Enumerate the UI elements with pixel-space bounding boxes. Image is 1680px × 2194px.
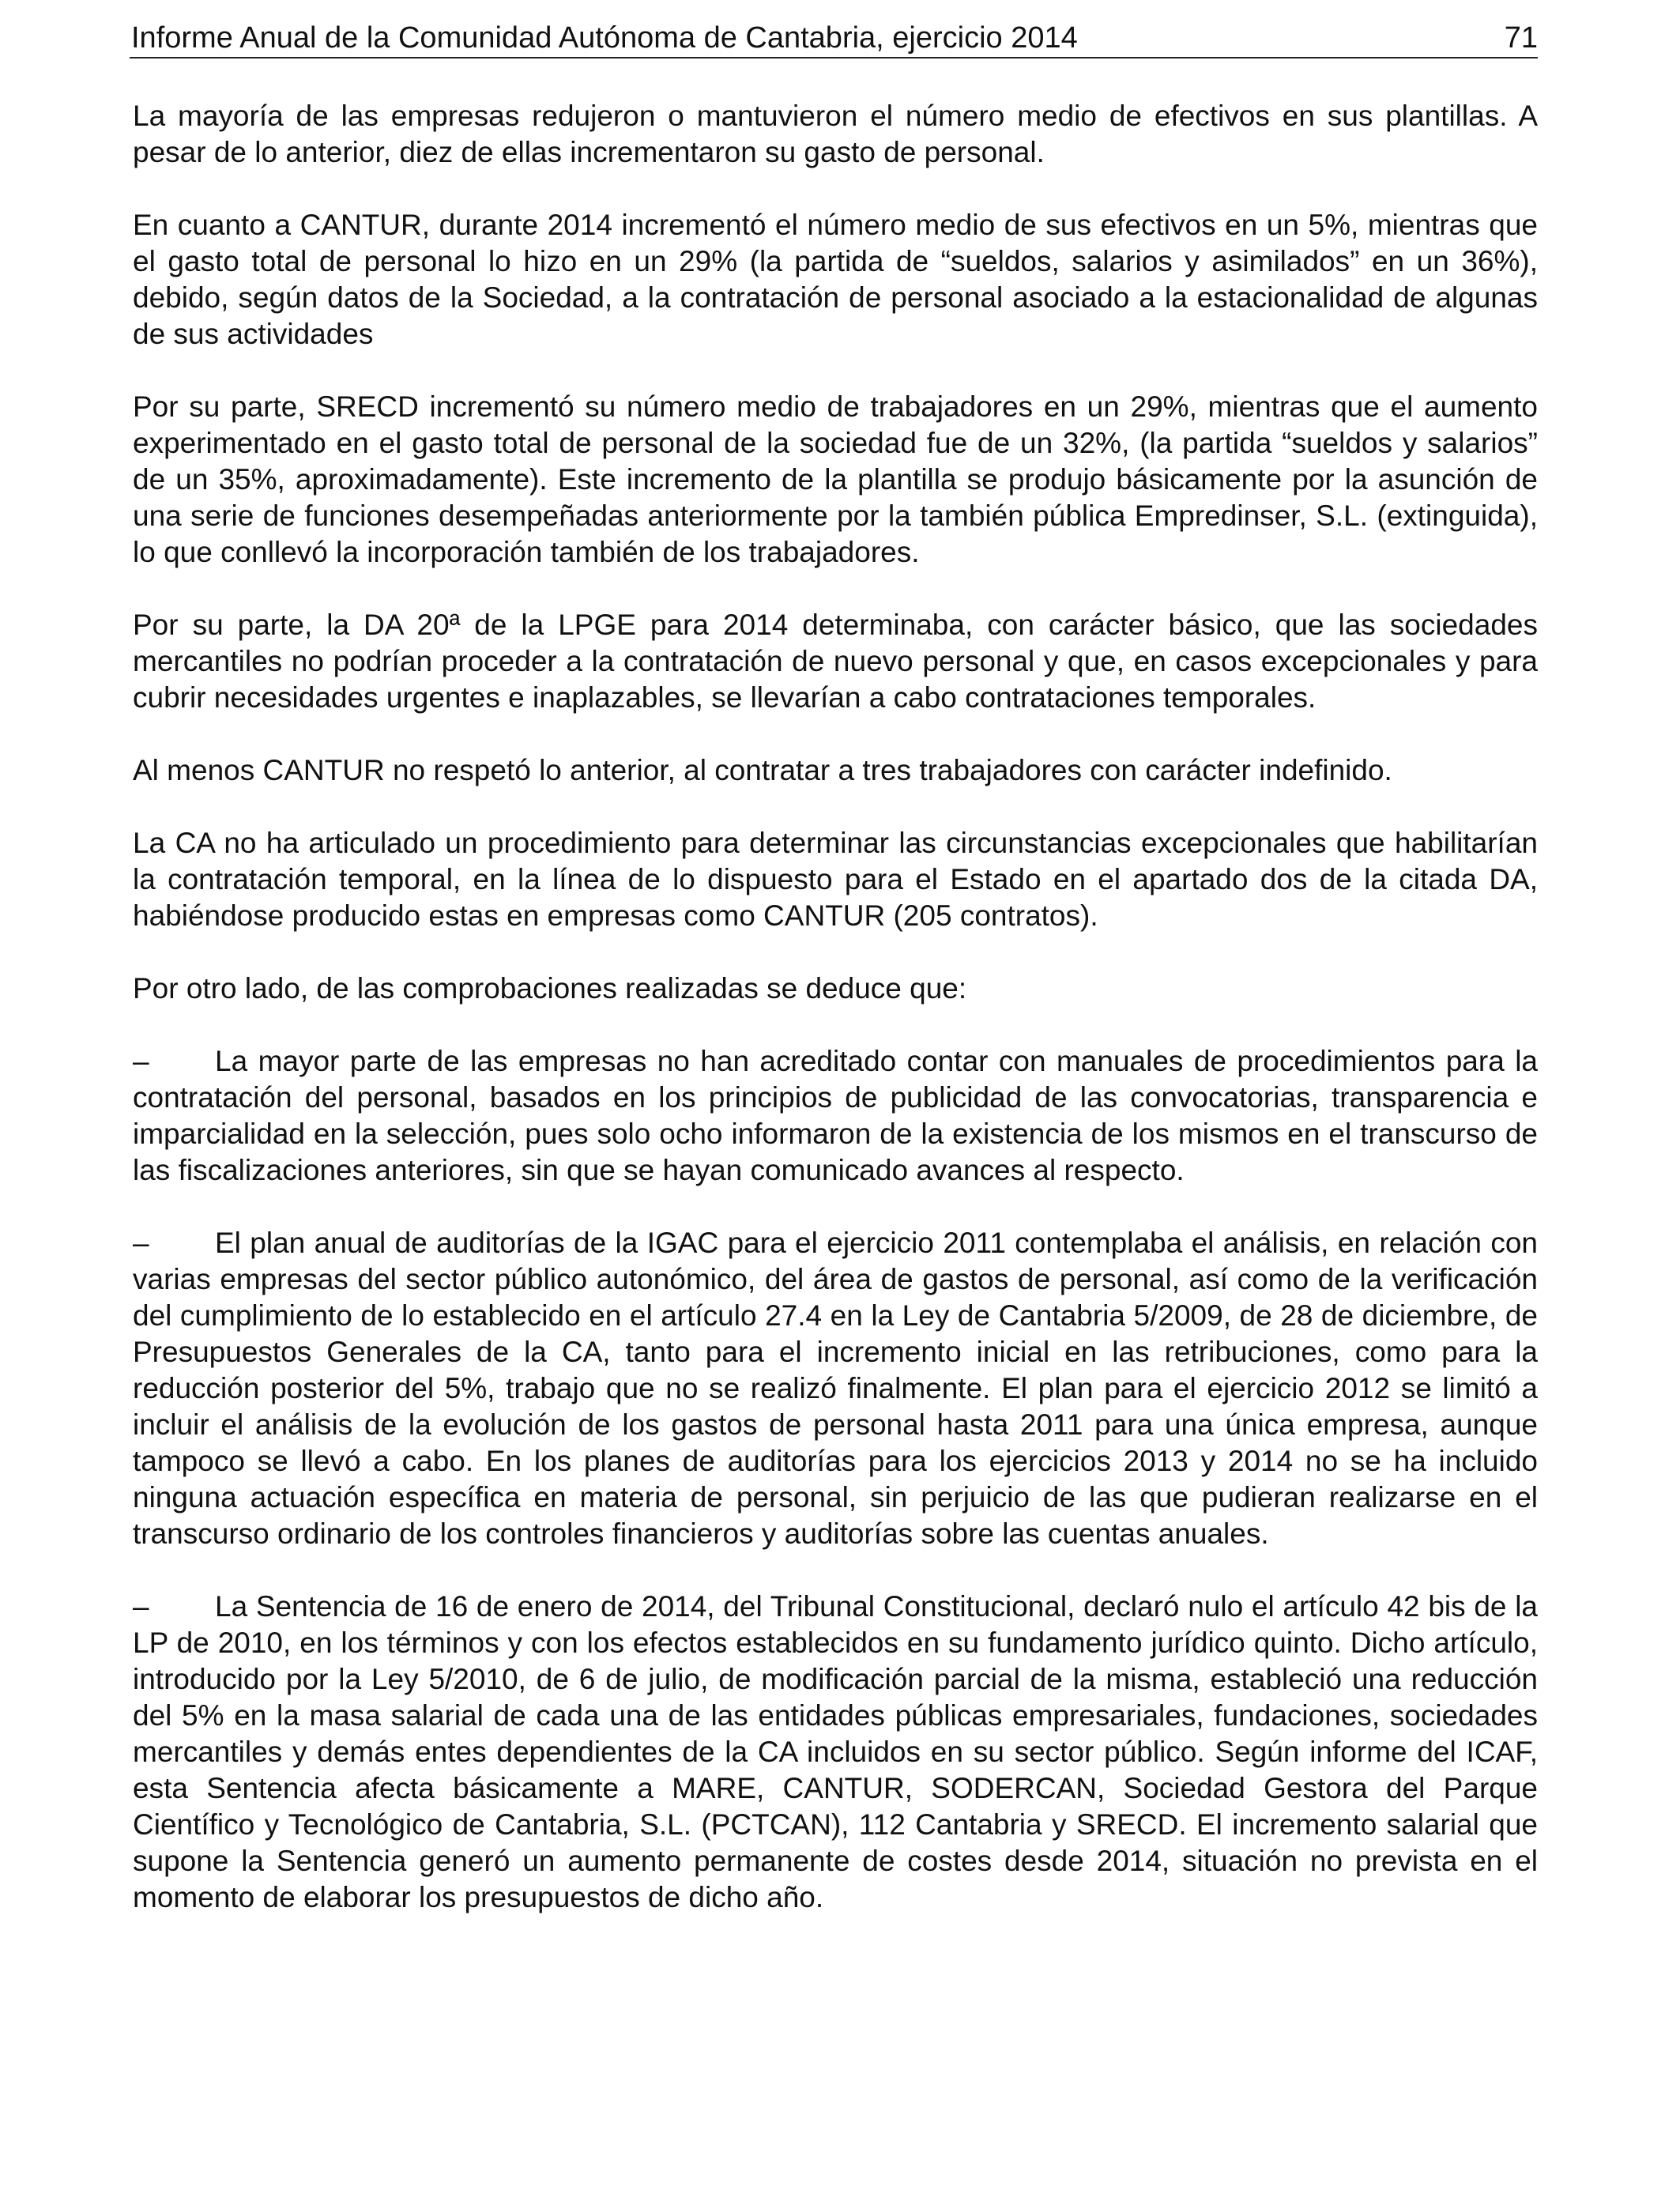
page-header <box>130 16 1538 58</box>
paragraph-srecd: Por su parte, SRECD incrementó su número medio de trabajadores en un 29%, mientras que el aumento experimentado en el gasto total de personal de la sociedad fue de un 32%, (la partida “sueldos y salarios” de un 35%, aproximadamente). Este incremento de la plantilla se produjo básicamente por la asunción de una serie de funciones desempeñadas anteriormente por la también pública Empredinser, S.L. (extinguida), lo que conllevó la incorporación también de los trabajadores. <box>133 390 1538 568</box>
bullet-item-court-ruling <box>133 1589 1538 1916</box>
report-title: Informe Anual de la Comunidad Autónoma de Cantabria, ejercicio 2014 <box>131 21 1078 55</box>
paragraph-temporary-hiring: La CA no ha articulado un procedimiento para determinar las circunstancias excepcionales que habilitarían la contratación temporal, en la línea de lo dispuesto para el Estado en el apartado dos de la citada DA, habiéndose producido estas en empresas como CANTUR (205 contratos). <box>133 827 1538 932</box>
paragraph-findings-intro: Por otro lado, de las comprobaciones realizadas se deduce que: <box>133 972 967 1005</box>
paragraph-da-20: Por su parte, la DA 20ª de la LPGE para 2014 determinaba, con carácter básico, que las sociedades mercantiles no podrían proceder a la contratación de nuevo personal y que, en casos excepcionales y para cubrir necesidades urgentes e inaplazables, se llevarían a cabo contrataciones temporales. <box>133 609 1538 714</box>
paragraph-cantur: En cuanto a CANTUR, durante 2014 incrementó el número medio de sus efectivos en un 5%, mientras que el gasto total de personal lo hizo en un 29% (la partida de “sueldos, salarios y asimilados” en un 36%), debido, según datos de la Sociedad, a la contratación de personal asociado a la estacionalidad de algunas de sus actividades <box>133 209 1538 350</box>
page-number: 71 <box>1504 21 1538 55</box>
paragraph-cantur-indefinite: Al menos CANTUR no respetó lo anterior, al contratar a tres trabajadores con carácter indefinido. <box>133 754 1392 786</box>
bullet-item-audit-plan <box>133 1225 1538 1552</box>
paragraph-workforce: La mayoría de las empresas redujeron o mantuvieron el número medio de efectivos en sus plantillas. A pesar de lo anterior, diez de ellas incrementaron su gasto de personal. <box>133 100 1538 168</box>
document-body <box>133 98 1538 1952</box>
bullet-item-manuals <box>133 1043 1538 1189</box>
dash-marker: – <box>133 1590 149 1623</box>
bullet-text: La Sentencia de 16 de enero de 2014, del Tribunal Constitucional, declaró nulo el artículo 42 bis de la LP de 2010, en los términos y con los efectos establecidos en su fundamento jurídico quinto. Dicho artículo, introducido por la Ley 5/2010, de 6 de julio, de modificación parcial de la misma, estableció una reducción del 5% en la masa salarial de cada una de las entidades públicas empresariales, fundaciones, sociedades mercantiles y demás entes dependientes de la CA incluidos en su sector público. Según informe del ICAF, esta Sentencia afecta básicamente a MARE, CANTUR, SODERCAN, Sociedad Gestora del Parque Científico y Tecnológico de Cantabria, S.L. (PCTCAN), 112 Cantabria y SRECD. El incremento salarial que supone la Sentencia generó un aumento permanente de costes desde 2014, situación no prevista en el momento de elaborar los presupuestos de dicho año. <box>133 1590 1538 1913</box>
bullet-text: El plan anual de auditorías de la IGAC para el ejercicio 2011 contemplaba el análisis, en relación con varias empresas del sector público autonómico, del área de gastos de personal, así como de la verificación del cumplimiento de lo establecido en el artículo 27.4 en la Ley de Cantabria 5/2009, de 28 de diciembre, de Presupuestos Generales de la CA, tanto para el incremento inicial en las retribuciones, como para la reducción posterior del 5%, trabajo que no se realizó finalmente. El plan para el ejercicio 2012 se limitó a incluir el análisis de la evolución de los gastos de personal hasta 2011 para una única empresa, aunque tampoco se llevó a cabo. En los planes de auditorías para los ejercicios 2013 y 2014 no se ha incluido ninguna actuación específica en materia de personal, sin perjuicio de las que pudieran realizarse en el transcurso ordinario de los controles financieros y auditorías sobre las cuentas anuales. <box>133 1227 1538 1550</box>
dash-marker: – <box>133 1045 149 1077</box>
dash-marker: – <box>133 1227 149 1259</box>
bullet-text: La mayor parte de las empresas no han acreditado contar con manuales de procedimientos para la contratación del personal, basados en los principios de publicidad de las convocatorias, transparencia e imparcialidad en la selección, pues solo ocho informaron de la existencia de los mismos en el transcurso de las fiscalizaciones anteriores, sin que se hayan comunicado avances al respecto. <box>133 1045 1538 1186</box>
